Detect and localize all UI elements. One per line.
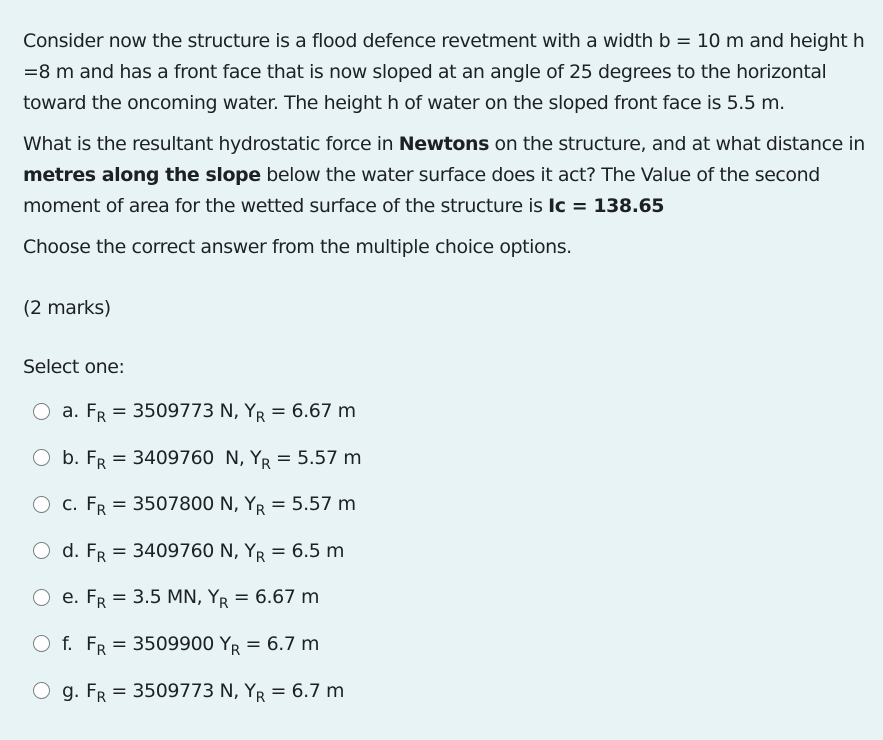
answer-option-a[interactable]	[33, 394, 833, 428]
question-paragraph-instruction: Choose the correct answer from the multiple choice options.	[23, 236, 572, 258]
option-formula: $F_R = 3509773$ N, $Y_R = 6.67$ m	[86, 400, 356, 426]
ask-text-2: on the structure, and at what distance in	[488, 133, 865, 155]
option-letter: b.	[62, 446, 80, 469]
answer-option-e[interactable]	[33, 580, 833, 614]
question-paragraph-ask	[23, 129, 871, 222]
option-letter: c.	[62, 493, 78, 516]
option-formula: $F_R = 3509773$ N, $Y_R = 6.7$ m	[86, 679, 345, 706]
option-letter: g.	[62, 679, 80, 702]
option-letter: a.	[62, 400, 79, 422]
option-formula: $F_R = 3409760$ N, $Y_R = 6.5$ m	[86, 539, 345, 566]
answer-option-f[interactable]	[33, 627, 833, 661]
answer-options	[33, 394, 833, 720]
radio-button-e[interactable]	[33, 589, 50, 606]
ask-text-1: What is the resultant hydrostatic force in	[23, 133, 399, 155]
answer-option-b[interactable]	[33, 441, 833, 475]
radio-button-b[interactable]	[33, 449, 50, 466]
question-paragraph-scenario: Consider now the structure is a flood defence revetment with a width b = 10 m and height h =8 m and has a front face that is now sloped at an angle of 25 degrees to the horizontal toward the oncoming water. The height h of water on the sloped front face is 5.5 m.	[23, 30, 865, 114]
question-marks: (2 marks)	[23, 297, 111, 319]
option-letter: d.	[62, 539, 80, 562]
radio-button-d[interactable]	[33, 542, 50, 559]
answer-option-d[interactable]	[33, 534, 833, 568]
answer-option-c[interactable]	[33, 487, 833, 521]
question-text	[23, 26, 871, 273]
radio-button-g[interactable]	[33, 682, 50, 699]
radio-button-a[interactable]	[33, 403, 50, 420]
option-letter: e.	[62, 586, 79, 609]
option-formula: $F_R = 3409760$ N, $Y_R = 5.57$ m	[86, 446, 362, 473]
option-letter: f.	[62, 632, 73, 655]
radio-button-f[interactable]	[33, 635, 50, 652]
answer-option-g[interactable]	[33, 674, 833, 708]
radio-button-c[interactable]	[33, 496, 50, 513]
ask-bold-newtons: Newtons	[398, 133, 489, 155]
ask-text-3: below the water surface does it act? The Value of the second moment of area for the wetted surface of the structure is	[23, 164, 820, 217]
select-one-prompt: Select one:	[23, 356, 125, 378]
ask-bold-metres: metres along the slope	[23, 164, 261, 186]
option-formula: $F_R = 3509900$ $Y_R = 6.7$ m	[86, 632, 320, 659]
ask-bold-ic: Ic = 138.65	[548, 195, 665, 217]
option-formula: $F_R = 3.5$ MN, $Y_R = 6.67$ m	[86, 586, 320, 613]
option-formula: $F_R = 3507800$ N, $Y_R = 5.57$ m	[86, 493, 356, 520]
